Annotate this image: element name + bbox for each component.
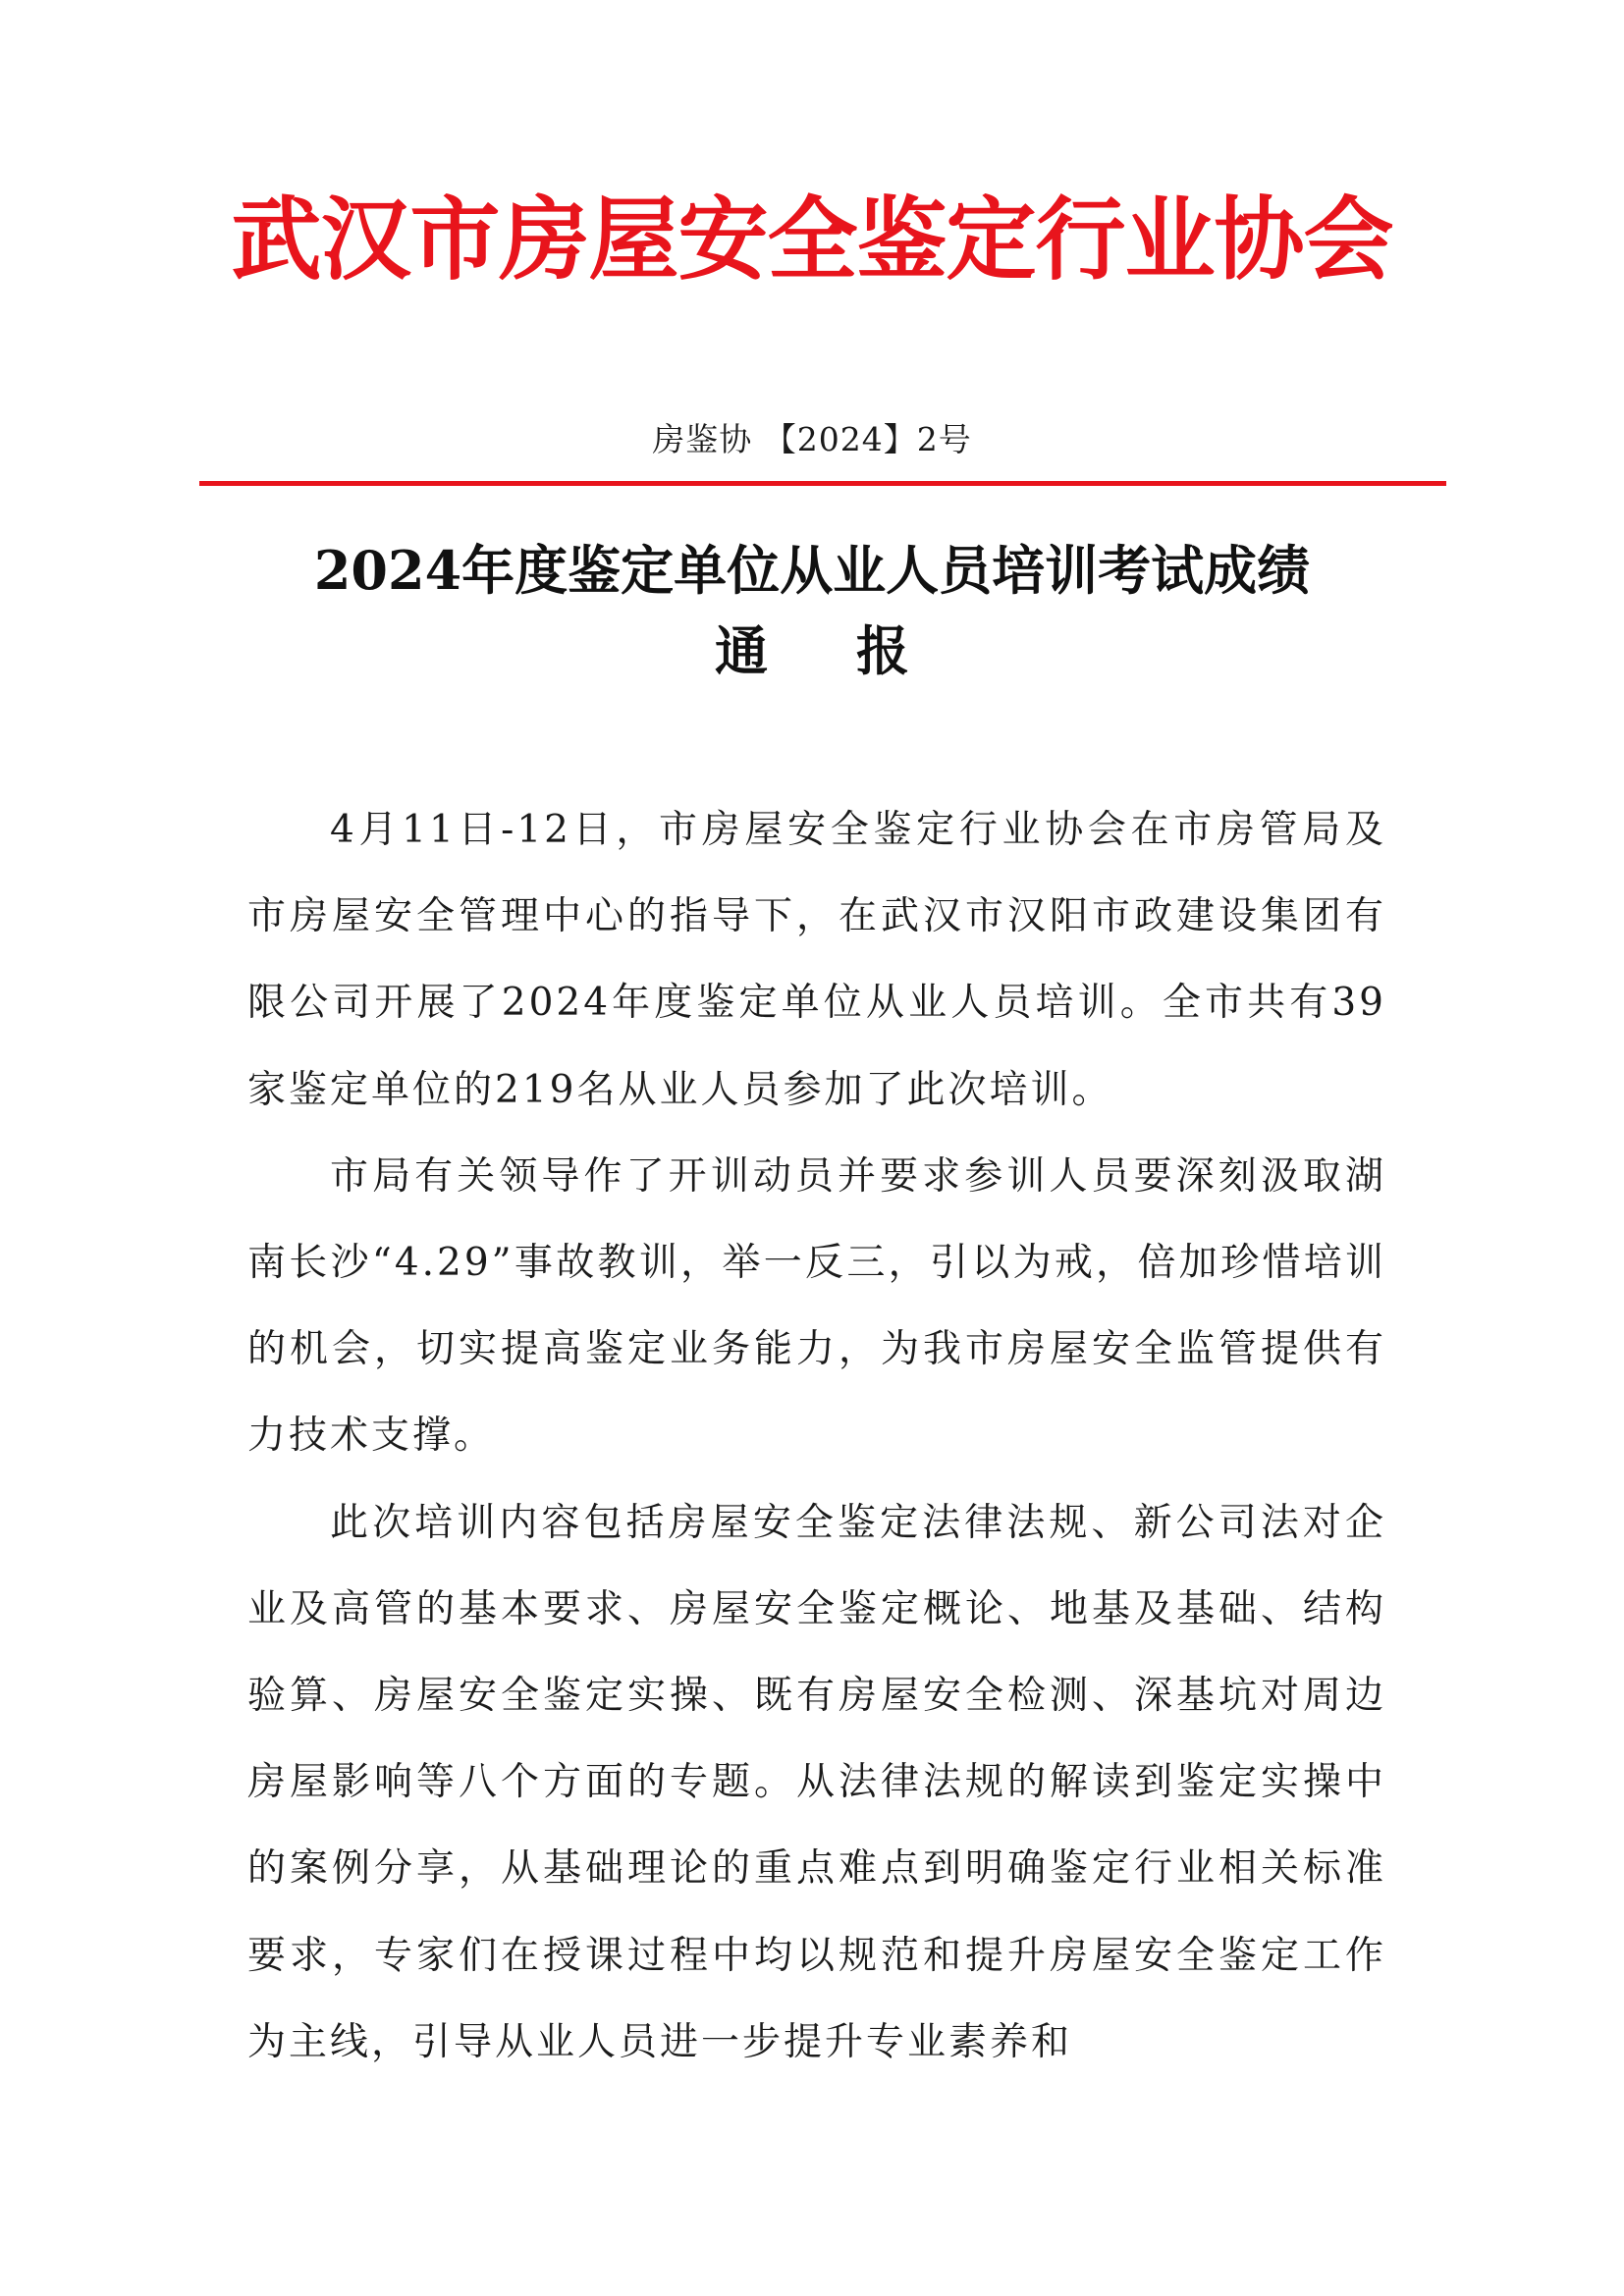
title-line-2: 通报 — [715, 619, 998, 682]
body-paragraph-3: 此次培训内容包括房屋安全鉴定法律法规、新公司法对企业及高管的基本要求、房屋安全鉴定概论、地基及基础、结构验算、房屋安全鉴定实操、既有房屋安全检测、深基坑对周边房屋影响等八个方面的专题。从法律法规的解读到鉴定实操中的案例分享，从基础理论的重点难点到明确鉴定行业相关标准要求，专家们在授课过程中均以规范和提升房屋安全鉴定工作为主线，引导从业人员进一步提升专业素养和 — [247, 1500, 1386, 2064]
body-paragraph-2: 市局有关领导作了开训动员并要求参训人员要深刻汲取湖南长沙“4.29”事故教训，举一反三，引以为戒，倍加珍惜培训的机会，切实提高鉴定业务能力，为我市房屋安全监管提供有力技术支撑。 — [247, 1153, 1386, 1459]
header-divider — [199, 481, 1446, 486]
body-paragraph-1: 4月11日-12日，市房屋安全鉴定行业协会在市房管局及市房屋安全管理中心的指导下，在武汉市汉阳市政建设集团有限公司开展了2024年度鉴定单位从业人员培训。全市共有39家鉴定单位的219名从业人员参加了此次培训。 — [247, 808, 1386, 1112]
document-number: 房鉴协 【2024】2号 — [652, 420, 972, 458]
organization-header: 武汉市房屋安全鉴定行业协会 — [231, 187, 1393, 293]
title-line-1: 2024年度鉴定单位从业人员培训考试成绩 — [313, 539, 1311, 602]
document-title — [0, 530, 1624, 691]
document-body — [247, 787, 1386, 2086]
